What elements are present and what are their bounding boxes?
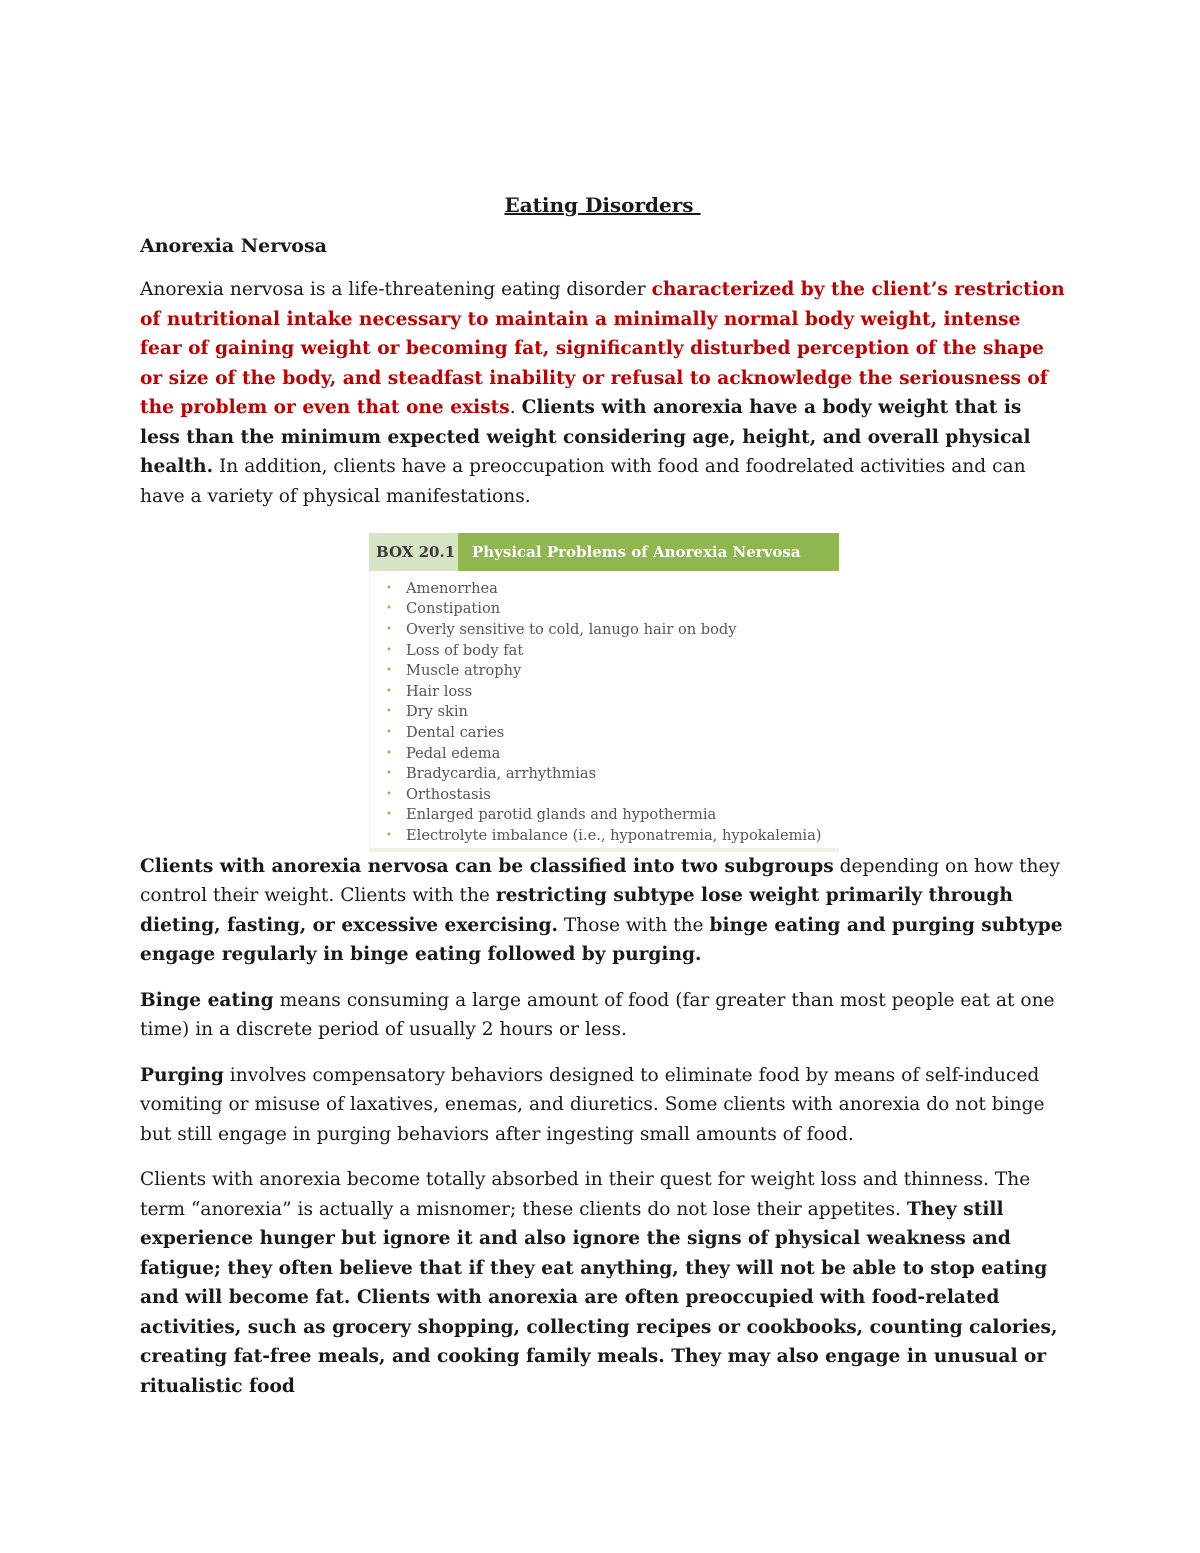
box-list-item [370, 578, 839, 599]
box-item-text: Enlarged parotid glands and hypothermia [406, 806, 717, 824]
text-run: . [509, 397, 522, 418]
text-run: Clients with anorexia become totally absorbed in their quest for weight loss and thinness. The term “anorexia” is actually a misnomer; these clients do not lose their appetites. [140, 1169, 1031, 1220]
box-item-text: Pedal edema [406, 744, 501, 762]
paragraph-subgroups [140, 852, 1065, 970]
document-title: Eating Disorders [504, 193, 701, 217]
paragraph-purging [140, 1061, 1065, 1150]
box-item-text: Dental caries [406, 723, 505, 741]
box-list-item [370, 681, 839, 702]
box-item-text: Dry skin [406, 703, 468, 721]
bullet-icon: • [386, 685, 392, 697]
box-list-item [370, 805, 839, 826]
box-list-item [370, 619, 839, 640]
text-run: Anorexia nervosa is a life-threatening eating disorder [140, 279, 652, 300]
bold-text: binge eating and purging subtype engage regularly in binge eating followed by purging. [140, 914, 1063, 966]
bold-text: Clients with anorexia nervosa can be classified into two subgroups [140, 855, 834, 877]
box-figure [369, 533, 839, 852]
bullet-icon: • [386, 768, 392, 780]
highlighted-text: characterized by the client’s restriction of nutritional intake necessary to maintain a minimally normal body weight, intense fear of gaining weight or becoming fat, significantly disturbed perception of the shape or size of the body, and steadfast inability or refusal to acknowledge the seriousness of the problem or even that one exists [140, 279, 1065, 418]
box-list [369, 571, 839, 852]
bold-text: Clients with anorexia have a body weight that is less than the minimum expected weight considering age, height, and overall physical health. [140, 397, 1031, 477]
box-item-text: Amenorrhea [406, 579, 498, 597]
bold-text: Binge eating [140, 989, 274, 1011]
bullet-icon: • [386, 582, 392, 594]
box-item-text: Bradycardia, arrhythmias [406, 765, 597, 783]
text-run: depending on how they control their weight. Clients with the [140, 855, 1061, 907]
bullet-icon: • [386, 726, 392, 738]
box-list-item [370, 763, 839, 784]
box-item-text: Hair loss [406, 682, 473, 700]
box-number: BOX 20.1 [369, 533, 458, 571]
box-list-item [370, 784, 839, 805]
box-item-text: Constipation [406, 600, 501, 618]
section-heading: Anorexia Nervosa [140, 235, 327, 257]
bullet-icon: • [386, 809, 392, 821]
box-title: Physical Problems of Anorexia Nervosa [458, 533, 839, 571]
bold-text: They still experience hunger but ignore it and also ignore the signs of physical weakness and fatigue; they often believe that if they eat anything, they will not be able to stop eating and will become fat. Clients with anorexia are often preoccupied with food-related activities, such as grocery shopping, collecting recipes or cookbooks, counting calories, creating fat-free meals, and cooking family meals. They may also engage in unusual or ritualistic food [140, 1198, 1058, 1397]
box-list-item [370, 743, 839, 764]
bullet-icon: • [386, 623, 392, 635]
box-item-text: Electrolyte imbalance (i.e., hyponatremia, hypokalemia) [406, 826, 822, 844]
bullet-icon: • [386, 829, 392, 841]
box-header [369, 533, 839, 571]
bullet-icon: • [386, 644, 392, 656]
box-item-text: Loss of body fat [406, 641, 524, 659]
bullet-icon: • [386, 788, 392, 800]
box-list-item [370, 825, 839, 846]
bold-text: restricting subtype lose weight primarily through dieting, fasting, or excessive exercising. [140, 885, 1013, 936]
text-run: Those with the [557, 914, 710, 936]
paragraph-behaviors [140, 1165, 1065, 1401]
paragraph-binge-eating [140, 986, 1065, 1045]
bullet-icon: • [386, 665, 392, 677]
box-list-item [370, 640, 839, 661]
box-item-text: Orthostasis [406, 785, 491, 803]
box-list-item [370, 599, 839, 620]
box-list-item [370, 660, 839, 681]
bullet-icon: • [386, 603, 392, 615]
box-list-item [370, 722, 839, 743]
document-page [140, 190, 1065, 1417]
box-list-item [370, 702, 839, 723]
box-item-text: Overly sensitive to cold, lanugo hair on body [406, 620, 737, 638]
paragraph-definition [140, 275, 1065, 511]
bullet-icon: • [386, 747, 392, 759]
text-run: means consuming a large amount of food (far greater than most people eat at one time) in a discrete period of usually 2 hours or less. [140, 989, 1055, 1041]
text-run: involves compensatory behaviors designed to eliminate food by means of self-induced vomiting or misuse of laxatives, enemas, and diuretics. Some clients with anorexia do not binge but still engage in purging behaviors after ingesting small amounts of food. [140, 1064, 1045, 1145]
bullet-icon: • [386, 706, 392, 718]
bold-text: Purging [140, 1064, 224, 1086]
text-run: In addition, clients have a preoccupation with food and foodrelated activities and can have a variety of physical manifestations. [140, 456, 1026, 507]
box-item-text: Muscle atrophy [406, 662, 522, 680]
